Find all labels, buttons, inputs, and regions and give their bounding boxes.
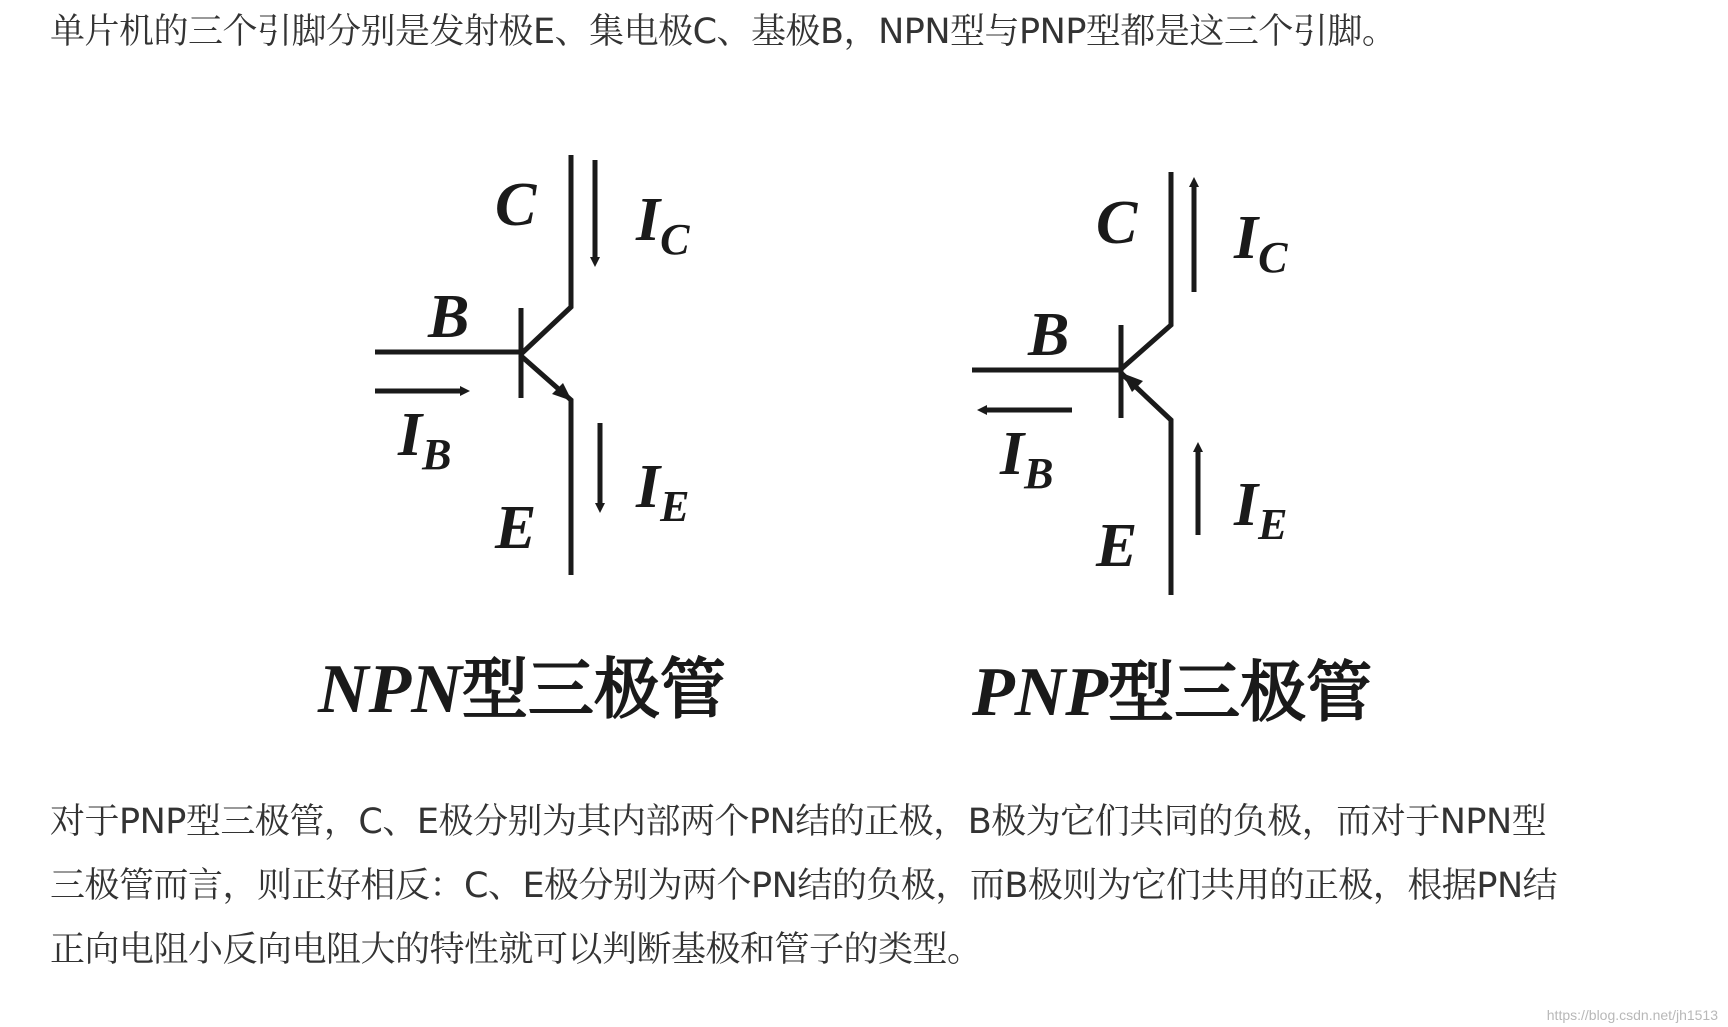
body-line: 三极管而言，则正好相反：C、E极分别为两个PN结的负极，而B极则为它们共用的正极，根据PN结 (50, 866, 1558, 906)
npn-ic-label (635, 186, 690, 264)
body-paragraph (50, 790, 1690, 982)
npn-ib-label (397, 401, 452, 479)
npn-pin-e-label: E (495, 494, 537, 562)
pnp-ie-label (1233, 471, 1288, 549)
pnp-caption-latin: PNP (972, 654, 1109, 731)
npn-transistor (317, 155, 726, 728)
watermark-text: https://blog.csdn.net/jh1513 (1546, 1007, 1718, 1023)
npn-pin-c-label: C (495, 171, 537, 239)
pnp-transistor (971, 172, 1372, 731)
npn-caption (317, 651, 726, 728)
pnp-caption (971, 654, 1372, 731)
pnp-ic-sub: C (1258, 233, 1288, 282)
npn-caption-latin: NPN (318, 651, 462, 728)
pnp-ib-sub: B (1024, 449, 1054, 498)
pnp-caption-cjk: 型三极管 (1108, 654, 1373, 731)
body-line: 对于PNP型三极管，C、E极分别为其内部两个PN结的正极，B极为它们共同的负极，而对于NPN型 (50, 802, 1547, 842)
npn-ic-main: I (636, 186, 661, 254)
pnp-ie-sub: E (1258, 500, 1288, 549)
pnp-pin-e-label: E (1096, 512, 1138, 580)
body-line: 正向电阻小反向电阻大的特性就可以判断基极和管子的类型。 (50, 930, 982, 970)
npn-pin-b-label: B (428, 283, 470, 351)
npn-ie-sub: E (660, 482, 690, 531)
intro-paragraph: 单片机的三个引脚分别是发射极E、集电极C、基极B，NPN型与PNP型都是这三个引脚。 (50, 12, 1397, 52)
pnp-ib-main: I (1000, 420, 1025, 488)
pnp-ic-main: I (1234, 204, 1259, 272)
npn-caption-cjk: 型三极管 (461, 651, 726, 728)
pnp-ib-label (999, 420, 1054, 498)
pnp-pin-c-label: C (1096, 189, 1138, 257)
npn-ie-label (635, 453, 690, 531)
npn-ie-main: I (636, 453, 661, 521)
pnp-ic-label (1233, 204, 1288, 282)
npn-ic-sub: C (660, 215, 690, 264)
npn-ib-sub: B (422, 430, 452, 479)
pnp-pin-b-label: B (1028, 301, 1070, 369)
npn-ib-main: I (398, 401, 423, 469)
pnp-ie-main: I (1234, 471, 1259, 539)
